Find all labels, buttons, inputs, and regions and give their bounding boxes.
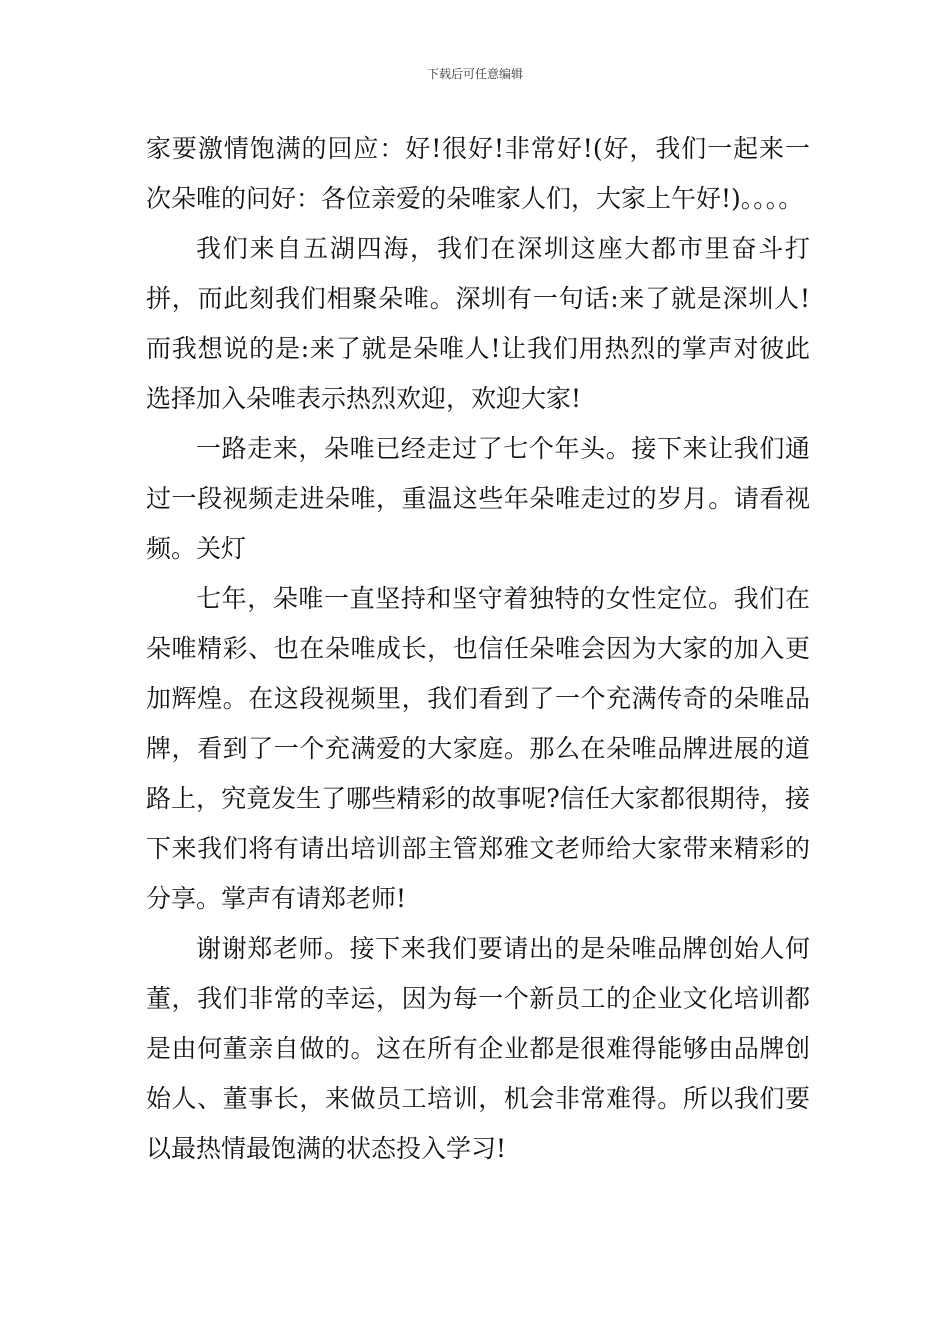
- document-body: [146, 124, 810, 1174]
- page-header: 下载后可任意编辑: [426, 67, 523, 81]
- paragraph-5: 谢谢郑老师。接下来我们要请出的是朵唯品牌创始人何董，我们非常的幸运，因为每一个新员工的企业文化培训都是由何董亲自做的。这在所有企业都是很难得能够由品牌创始人、董事长，来做员工培训，机会非常难得。所以我们要以最热情最饱满的状态投入学习!: [146, 934, 810, 1163]
- paragraph-4: 七年，朵唯一直坚持和坚守着独特的女性定位。我们在朵唯精彩、也在朵唯成长，也信任朵唯会因为大家的加入更加辉煌。在这段视频里，我们看到了一个充满传奇的朵唯品牌，看到了一个充满爱的大家庭。那么在朵唯品牌进展的道路上，究竟发生了哪些精彩的故事呢?信任大家都很期待，接下来我们将有请出培训部主管郑雅文老师给大家带来精彩的分享。掌声有请郑老师!: [146, 584, 810, 913]
- paragraph-3: 一路走来，朵唯已经走过了七个年头。接下来让我们通过一段视频走进朵唯，重温这些年朵唯走过的岁月。请看视频。关灯: [146, 434, 810, 563]
- paragraph-2: 我们来自五湖四海，我们在深圳这座大都市里奋斗打拼，而此刻我们相聚朵唯。深圳有一句话:来了就是深圳人!而我想说的是:来了就是朵唯人!让我们用热烈的掌声对彼此选择加入朵唯表示热烈欢迎，欢迎大家!: [146, 234, 810, 413]
- paragraph-1: 家要激情饱满的回应：好!很好!非常好!(好，我们一起来一次朵唯的问好：各位亲爱的朵唯家人们，大家上午好!)。。。。: [146, 134, 810, 213]
